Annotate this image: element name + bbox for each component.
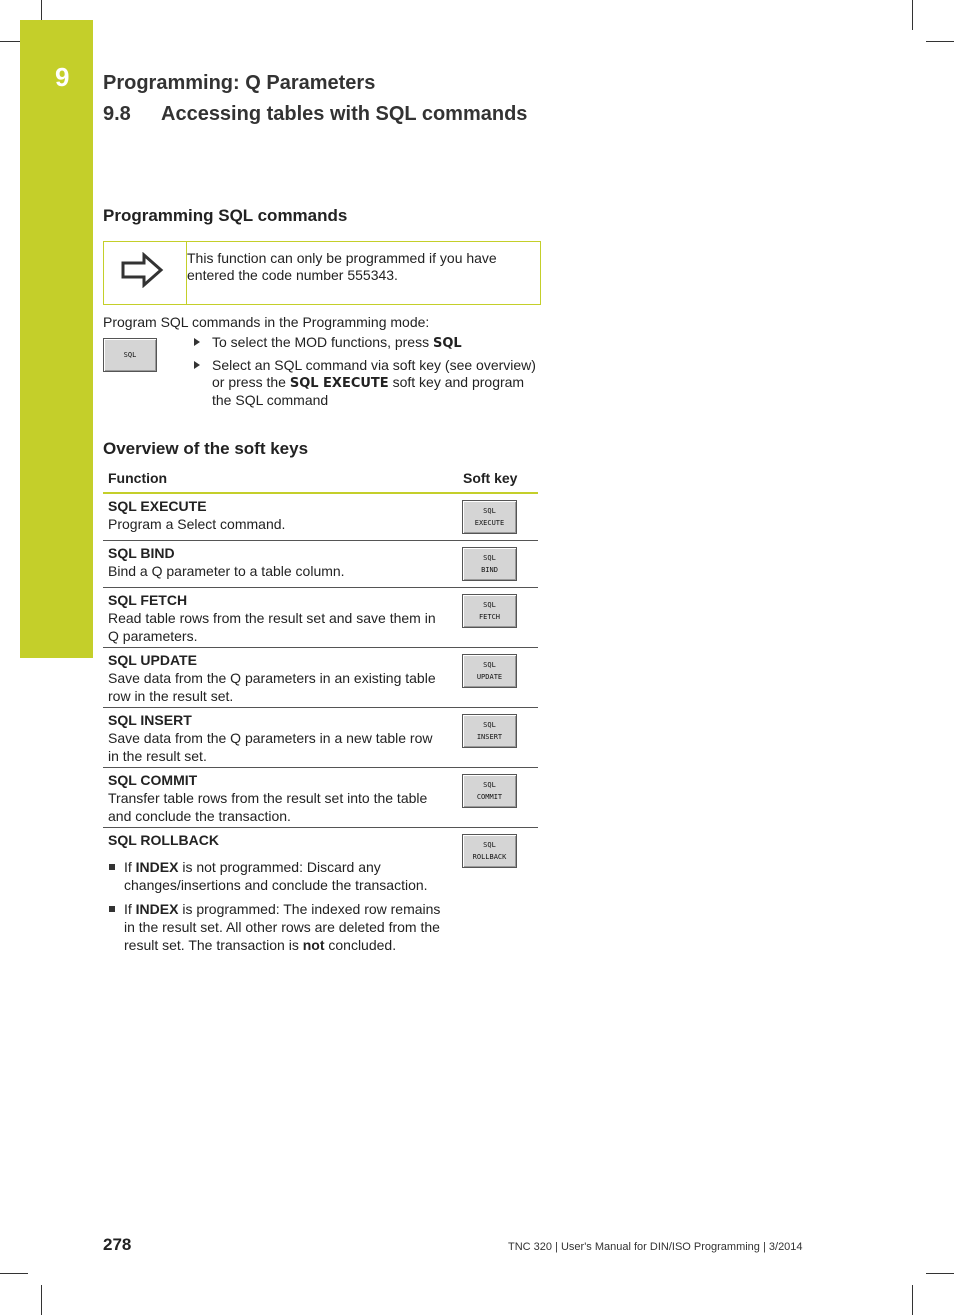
crop-mark (926, 1273, 954, 1274)
section-title: Accessing tables with SQL commands (161, 103, 528, 125)
chapter-number: 9 (55, 62, 70, 92)
page-number: 278 (103, 1235, 132, 1254)
function-cell: SQL ROLLBACK If INDEX is not programmed: Discard any changes/insertions and conclude the transaction. If INDEX is programmed: The indexed row remains in the result set. All other rows are deleted from the result set. The transaction is not concluded. (108, 831, 446, 954)
sql-execute-softkey[interactable]: SQL EXECUTE (462, 500, 517, 534)
table-row (103, 648, 538, 708)
section-header (103, 103, 527, 126)
function-cell: SQL UPDATE Save data from the Q parameters in an existing table row in the result set. (108, 652, 436, 704)
crop-mark (41, 1285, 42, 1315)
function-cell: SQL EXECUTE Program a Select command. (108, 498, 286, 532)
sql-rollback-softkey[interactable]: SQL ROLLBACK (462, 834, 517, 868)
sql-fetch-softkey[interactable]: SQL FETCH (462, 594, 517, 628)
keyword: SQL (432, 336, 462, 351)
table-header (103, 470, 538, 494)
footer-text: TNC 320 | User's Manual for DIN/ISO Programming | 3/2014 (508, 1241, 803, 1253)
triangle-bullet-icon (194, 361, 200, 369)
list-item: If INDEX is not programmed: Discard any changes/insertions and conclude the transaction. (108, 858, 446, 894)
softkey-table (103, 470, 538, 978)
section-number: 9.8 (103, 103, 131, 125)
crop-mark (0, 1273, 28, 1274)
triangle-bullet-icon (194, 338, 200, 346)
column-header-softkey: Soft key (463, 470, 518, 486)
programming-heading: Programming SQL commands (103, 206, 348, 225)
square-bullet-icon (109, 864, 115, 870)
square-bullet-icon (109, 906, 115, 912)
crop-mark (912, 0, 913, 30)
sql-insert-softkey[interactable]: SQL INSERT (462, 714, 517, 748)
function-cell: SQL BIND Bind a Q parameter to a table column. (108, 545, 345, 579)
sql-bind-softkey[interactable]: SQL BIND (462, 547, 517, 581)
table-row (103, 708, 538, 768)
chapter-title: Programming: Q Parameters (103, 72, 376, 94)
chapter-tab (20, 20, 93, 658)
function-cell: SQL COMMIT Transfer table rows from the result set into the table and conclude the transaction. (108, 772, 428, 824)
intro-text: Program SQL commands in the Programming mode: (103, 314, 430, 330)
keyword: INDEX (135, 859, 179, 875)
column-header-function: Function (108, 470, 168, 486)
arrow-right-icon (120, 252, 164, 288)
softkey-label: SQL (123, 351, 137, 359)
step-list (193, 334, 538, 414)
table-row (103, 588, 538, 648)
keyword: INDEX (135, 901, 179, 917)
step-item: To select the MOD functions, press SQL (193, 334, 538, 352)
crop-mark (41, 0, 42, 20)
step-item: Select an SQL command via soft key (see overview) or press the SQL EXECUTE soft key and program the SQL command (193, 357, 538, 409)
table-row (103, 494, 538, 541)
function-cell: SQL FETCH Read table rows from the result set and save them in Q parameters. (108, 592, 436, 644)
crop-mark (926, 41, 954, 42)
overview-heading: Overview of the soft keys (103, 439, 309, 458)
keyword: not (302, 937, 325, 953)
table-row (103, 768, 538, 828)
list-item: If INDEX is programmed: The indexed row remains in the result set. All other rows are deleted from the result set. The transaction is not concluded. (108, 900, 446, 954)
table-row (103, 541, 538, 588)
table-row (103, 828, 538, 978)
sql-update-softkey[interactable]: SQL UPDATE (462, 654, 517, 688)
sql-commit-softkey[interactable]: SQL COMMIT (462, 774, 517, 808)
note-box (103, 241, 541, 305)
keyword: SQL EXECUTE (289, 376, 389, 391)
note-text: This function can only be programmed if you have entered the code number 555343. (187, 250, 497, 283)
crop-mark (0, 41, 20, 42)
function-cell: SQL INSERT Save data from the Q parameters in a new table row in the result set. (108, 712, 433, 764)
crop-mark (912, 1285, 913, 1315)
sql-softkey[interactable] (103, 338, 157, 372)
